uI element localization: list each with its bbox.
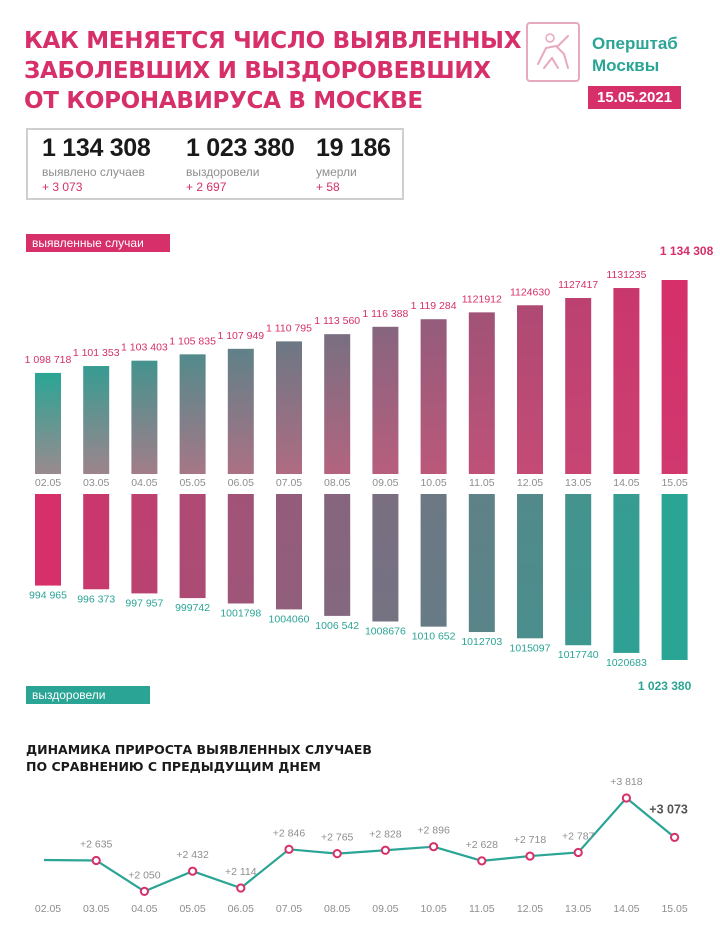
growth-point [575, 849, 582, 856]
recovered-value-label: 1008676 [364, 625, 406, 638]
title-line-1: КАК МЕНЯЕТСЯ ЧИСЛО ВЫЯВЛЕННЫХ [24, 28, 522, 54]
growth-value-label: +2 765 [320, 831, 354, 844]
recovered-bar [662, 494, 688, 660]
recovered-value-label: 997 957 [125, 597, 164, 610]
cases-chart-label: выявленные случаи [26, 234, 170, 252]
cases-date-label: 02.05 [34, 477, 62, 489]
growth-value-label: +2 787 [561, 830, 595, 843]
recovered-bar [276, 494, 302, 609]
cases-value-label: 1124630 [509, 286, 551, 299]
stat-recovered-delta: + 2 697 [186, 180, 227, 194]
recovered-bar [565, 494, 591, 645]
recovered-value-label: 1015097 [509, 642, 551, 655]
cases-date-label: 14.05 [613, 477, 640, 489]
cases-bar [565, 298, 591, 474]
cases-value-label: 1127417 [558, 278, 599, 291]
title-line-3: ОТ КОРОНАВИРУСА В МОСКВЕ [24, 88, 423, 114]
recovered-bar [83, 494, 109, 589]
cases-date-label: 06.05 [227, 477, 254, 489]
recovered-value-label: 1006 542 [315, 619, 360, 632]
cases-value-label: 1131235 [606, 269, 647, 282]
cases-date-label: 10.05 [420, 477, 447, 489]
growth-value-label: +2 718 [513, 834, 547, 847]
growth-value-label: +2 635 [79, 838, 113, 851]
cases-date-label: 11.05 [469, 477, 495, 489]
growth-point [478, 857, 485, 864]
recovered-value-label: 994 965 [29, 589, 67, 602]
recovered-bar [228, 494, 254, 603]
growth-date-label: 04.05 [131, 903, 158, 915]
cases-value-label: 1 110 795 [266, 322, 312, 335]
growth-date-label: 09.05 [372, 903, 399, 915]
growth-value-label: +3 073 [649, 802, 688, 817]
cases-bar [372, 327, 398, 474]
cases-date-label: 09.05 [372, 477, 399, 489]
recovered-value-label: 1017740 [557, 649, 599, 662]
recovered-value-label: 1004060 [268, 613, 310, 626]
growth-date-label: 08.05 [324, 903, 351, 915]
growth-point [141, 888, 148, 895]
cases-bar [228, 349, 254, 474]
stat-recovered-value: 1 023 380 [186, 134, 295, 162]
cases-bar [662, 280, 688, 474]
growth-point [623, 794, 630, 801]
cases-date-label: 12.05 [516, 477, 544, 489]
recovered-bar [372, 494, 398, 621]
growth-date-label: 06.05 [227, 903, 254, 915]
recovered-chart-label: выздоровели [26, 686, 150, 704]
recovered-value-label: 1 023 380 [637, 679, 692, 693]
growth-value-label: +3 818 [610, 776, 643, 788]
cases-date-label: 03.05 [83, 477, 110, 489]
growth-title-line-2: ПО СРАВНЕНИЮ С ПРЕДЫДУЩИМ ДНЕМ [26, 759, 321, 774]
recovered-value-label: 1001798 [220, 607, 262, 620]
stat-cases-value: 1 134 308 [42, 134, 151, 162]
cases-date-label: 15.05 [661, 477, 688, 489]
cases-bar [131, 361, 157, 474]
growth-date-label: 03.05 [83, 903, 110, 915]
recovered-bar [517, 494, 543, 638]
org-line-1: Оперштаб [592, 34, 678, 53]
growth-point [671, 834, 678, 841]
growth-date-label: 11.05 [469, 903, 495, 915]
cases-value-label: 1 098 718 [24, 353, 72, 366]
growth-date-label: 15.05 [661, 903, 688, 915]
cases-bar [83, 366, 109, 474]
cases-value-label: 1 101 353 [72, 347, 120, 360]
cases-bar [613, 288, 639, 474]
recovered-bar [131, 494, 157, 593]
org-line-2: Москвы [592, 56, 660, 75]
recovered-bar [469, 494, 495, 632]
date-badge: 15.05.2021 [588, 86, 681, 109]
cases-date-label: 04.05 [131, 477, 158, 489]
cases-bar [180, 354, 206, 474]
growth-point [237, 884, 244, 891]
stat-cases-label: выявлено случаев [42, 165, 145, 179]
cases-bar [35, 373, 61, 474]
growth-point [93, 857, 100, 864]
recovered-value-label: 1012703 [461, 636, 503, 649]
cases-bar [276, 341, 302, 474]
cases-value-label: 1 134 308 [659, 244, 714, 258]
growth-value-label: +2 846 [272, 827, 306, 840]
stat-deaths-delta: + 58 [316, 180, 340, 194]
recovered-bar [613, 494, 639, 653]
cases-bar [469, 312, 495, 474]
cases-value-label: 1 103 403 [121, 341, 168, 354]
growth-point [334, 850, 341, 857]
stat-deaths-value: 19 186 [316, 134, 391, 162]
growth-title-line-1: ДИНАМИКА ПРИРОСТА ВЫЯВЛЕННЫХ СЛУЧАЕВ [26, 742, 372, 757]
stat-cases-delta: + 3 073 [42, 180, 83, 194]
cases-value-label: 1 105 835 [169, 335, 216, 348]
growth-value-label: +2 050 [128, 869, 161, 882]
recovered-value-label: 999742 [175, 602, 211, 615]
cases-value-label: 1121912 [461, 293, 502, 306]
cases-value-label: 1 116 388 [362, 307, 409, 320]
growth-point [285, 846, 292, 853]
growth-value-label: +2 114 [224, 865, 257, 878]
growth-point [189, 868, 196, 875]
title-line-2: ЗАБОЛЕВШИХ И ВЫЗДОРОВЕВШИХ [24, 58, 491, 84]
growth-date-label: 10.05 [420, 903, 447, 915]
growth-point [430, 843, 437, 850]
growth-date-label: 12.05 [516, 903, 544, 915]
recovered-value-label: 996 373 [77, 593, 116, 606]
cases-value-label: 1 113 560 [314, 315, 361, 328]
cases-bar [421, 319, 447, 474]
stat-deaths-label: умерли [316, 165, 357, 179]
cases-date-label: 13.05 [565, 477, 592, 489]
cases-bar [324, 334, 350, 474]
cases-date-label: 05.05 [179, 477, 206, 489]
cases-date-label: 08.05 [324, 477, 351, 489]
recovered-value-label: 1020683 [605, 656, 647, 669]
recovered-bar [324, 494, 350, 616]
stat-recovered-label: выздоровели [186, 165, 260, 179]
growth-value-label: +2 432 [176, 849, 209, 862]
growth-date-label: 14.05 [613, 903, 640, 915]
growth-value-label: +2 828 [369, 828, 402, 841]
growth-date-label: 07.05 [275, 903, 303, 915]
recovered-bar [180, 494, 206, 598]
growth-point [382, 847, 389, 854]
recovered-bar [35, 494, 61, 586]
recovered-value-label: 1010 652 [411, 630, 456, 643]
growth-date-label: 05.05 [179, 903, 206, 915]
cases-value-label: 1 107 949 [217, 329, 265, 342]
cases-value-label: 1 119 284 [410, 300, 457, 313]
recovered-bar [421, 494, 447, 627]
growth-value-label: +2 628 [465, 838, 499, 851]
growth-date-label: 02.05 [34, 903, 62, 915]
cases-date-label: 07.05 [275, 477, 303, 489]
cases-bar [517, 305, 543, 474]
growth-date-label: 13.05 [565, 903, 592, 915]
growth-point [526, 852, 533, 859]
growth-value-label: +2 896 [417, 824, 450, 837]
